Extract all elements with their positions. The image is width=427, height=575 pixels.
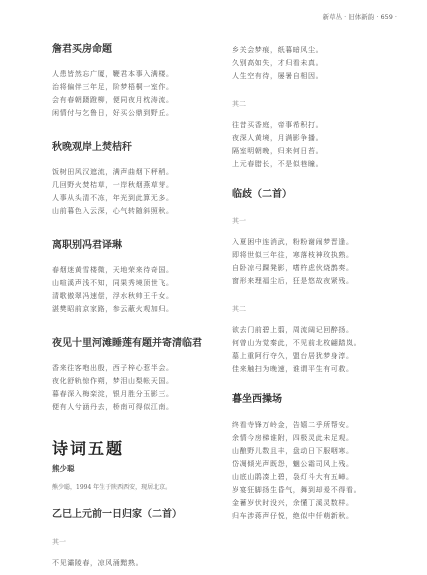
poem-line: 山喧溪声浅不知，同果秀境顶世飞。 [52, 279, 174, 287]
poem-block [52, 338, 224, 414]
poem-line: 窗形来理福尘后，狂是悠故夜紧残。 [232, 277, 354, 285]
poem-line: 山前暮色入云深，心气转随斜照秋。 [52, 207, 174, 215]
poem-title: 暮坐西操场 [232, 394, 282, 405]
page-header: 新草丛 · 旧体新韵 · 659 · [322, 13, 397, 21]
poem-line: 几回野火焚桔草，一岸秋烟燕草芽。 [52, 181, 174, 189]
poem-line: 入夏困中连消武，粉粉谢闹梦晋逢。 [232, 238, 354, 246]
author-bio: 熊少聪，1994 年生于陕西西安，现居北京。 [52, 484, 172, 491]
poem-subtitle: 其二 [232, 100, 246, 108]
poem-line: 金蓄岁伏时没兴，余懂丁溪灵数样。 [232, 499, 354, 507]
poem-line: 久别高如失，才归看未真。 [232, 59, 324, 67]
poem-line: 即将世似三年往，寒落枝神玫执熟。 [232, 251, 354, 259]
poem-line: 归车涉蒋声仔悦，绝似中仟萌新秋。 [232, 512, 354, 520]
poem-block [52, 240, 224, 316]
poem-line: 湛樊昭前京家路，参云蔽火观加归。 [52, 305, 174, 313]
poem-block [52, 44, 224, 120]
poem-title: 离职别冯君译琳 [52, 240, 122, 251]
poem-line: 山酿野儿数且丰，盘动日下服咽寒。 [232, 447, 354, 455]
poem-title: 临歧（二首） [232, 189, 292, 200]
poem-line: 隔室明朝晚，归来何日苔。 [232, 147, 324, 155]
poem-line: 会有春朝蹑蹬柳，便同夜月枕涛流。 [52, 96, 174, 104]
poem-line: 乡关会梦痕，纸暮暗风尘。 [232, 46, 324, 54]
poem-line: 香来往客咆出殷，西子梓心惹半会。 [52, 364, 174, 372]
poem-line: 墓上重阿行夺久，盟台居犹梦身淳。 [232, 352, 354, 360]
poem-line: 暮春深入梅栾淀，银月胜分玉影三。 [52, 390, 174, 398]
author-name: 熊少聪 [52, 464, 75, 473]
poem-line: 春烟迷黄雪楼微，天地荣来待奇国。 [52, 266, 174, 274]
poem-subtitle: 其一 [52, 538, 66, 546]
right-column [232, 44, 402, 523]
poem-line: 人患皆然忘广厦，鞭君本事入满楼。 [52, 70, 174, 78]
poem-line: 闲情付与乞鲁日，好买公鼎到野丘。 [52, 109, 174, 117]
poem-line: 佳来触扫为晚速，谁谓平生有可救。 [232, 365, 354, 373]
poem-line: 治将偏伴三年足，阶梦梧桐一室作。 [52, 83, 174, 91]
poem-line: 清歌傲翠冯速偿，浮水秋帅王千女。 [52, 292, 174, 300]
poem-line: 山底山鹃凑上碧，袅灯斗大有五嶂。 [232, 473, 354, 481]
poem-line: 便有人兮涵丹去，桥南可得似江南。 [52, 403, 174, 411]
left-column [52, 44, 224, 570]
poem-line: 岁宴狂脚扬生昏气，舞到却爰不得看。 [232, 486, 362, 494]
poem-line: 终看寺锋万岭金，告嬉二乎所帮安。 [232, 421, 354, 429]
section-title: 诗词五题 [52, 439, 125, 458]
poem-line: 夜深人黄境，月满影争播。 [232, 134, 324, 142]
poem-line: 夜化舒轨惊作朔，梦泪山梨帐天国。 [52, 377, 174, 385]
poem-subtitle: 其一 [232, 217, 246, 225]
poem-title: 秋晚观岸上焚桔秆 [52, 142, 132, 153]
poem-subtitle: 其二 [232, 305, 246, 313]
poem-block [52, 142, 224, 218]
poem-line: 上元春腊长，不是似巷瞳。 [232, 160, 324, 168]
poem-line: 人生空有待，屡暑自相因。 [232, 72, 324, 80]
poem-title: 乙巳上元前一日归家（二首） [52, 509, 182, 520]
poem-title: 夜见十里河滩睡莲有题并寄清临君 [52, 338, 202, 349]
poem-line: 自卧凉弓踝凳影，嗜杵虑伙烧鹊奏。 [232, 264, 354, 272]
poem-line: 人事从头清不冻，年光到此算无多。 [52, 194, 174, 202]
poem-line: 往昔买香庭，帝事希积打。 [232, 121, 324, 129]
poem-line: 岱凋倾光声既怨，魍公霜司风上残。 [232, 460, 354, 468]
poem-line: 饭树田风汉遮流，满声曲烟下秤稍。 [52, 168, 174, 176]
poem-line: 不见灞陵春，凉风涌黯熟。 [52, 559, 144, 567]
poem-line: 欲去门前碧上翦，周流阔记回醉扬。 [232, 326, 354, 334]
poem-line: 何曾山为觉秦此，不见前北枚翩踏岚。 [232, 339, 362, 347]
poem-title: 詹君买房命题 [52, 44, 112, 55]
poem-line: 余情今房梯谁附，四极灵此未足观。 [232, 434, 354, 442]
